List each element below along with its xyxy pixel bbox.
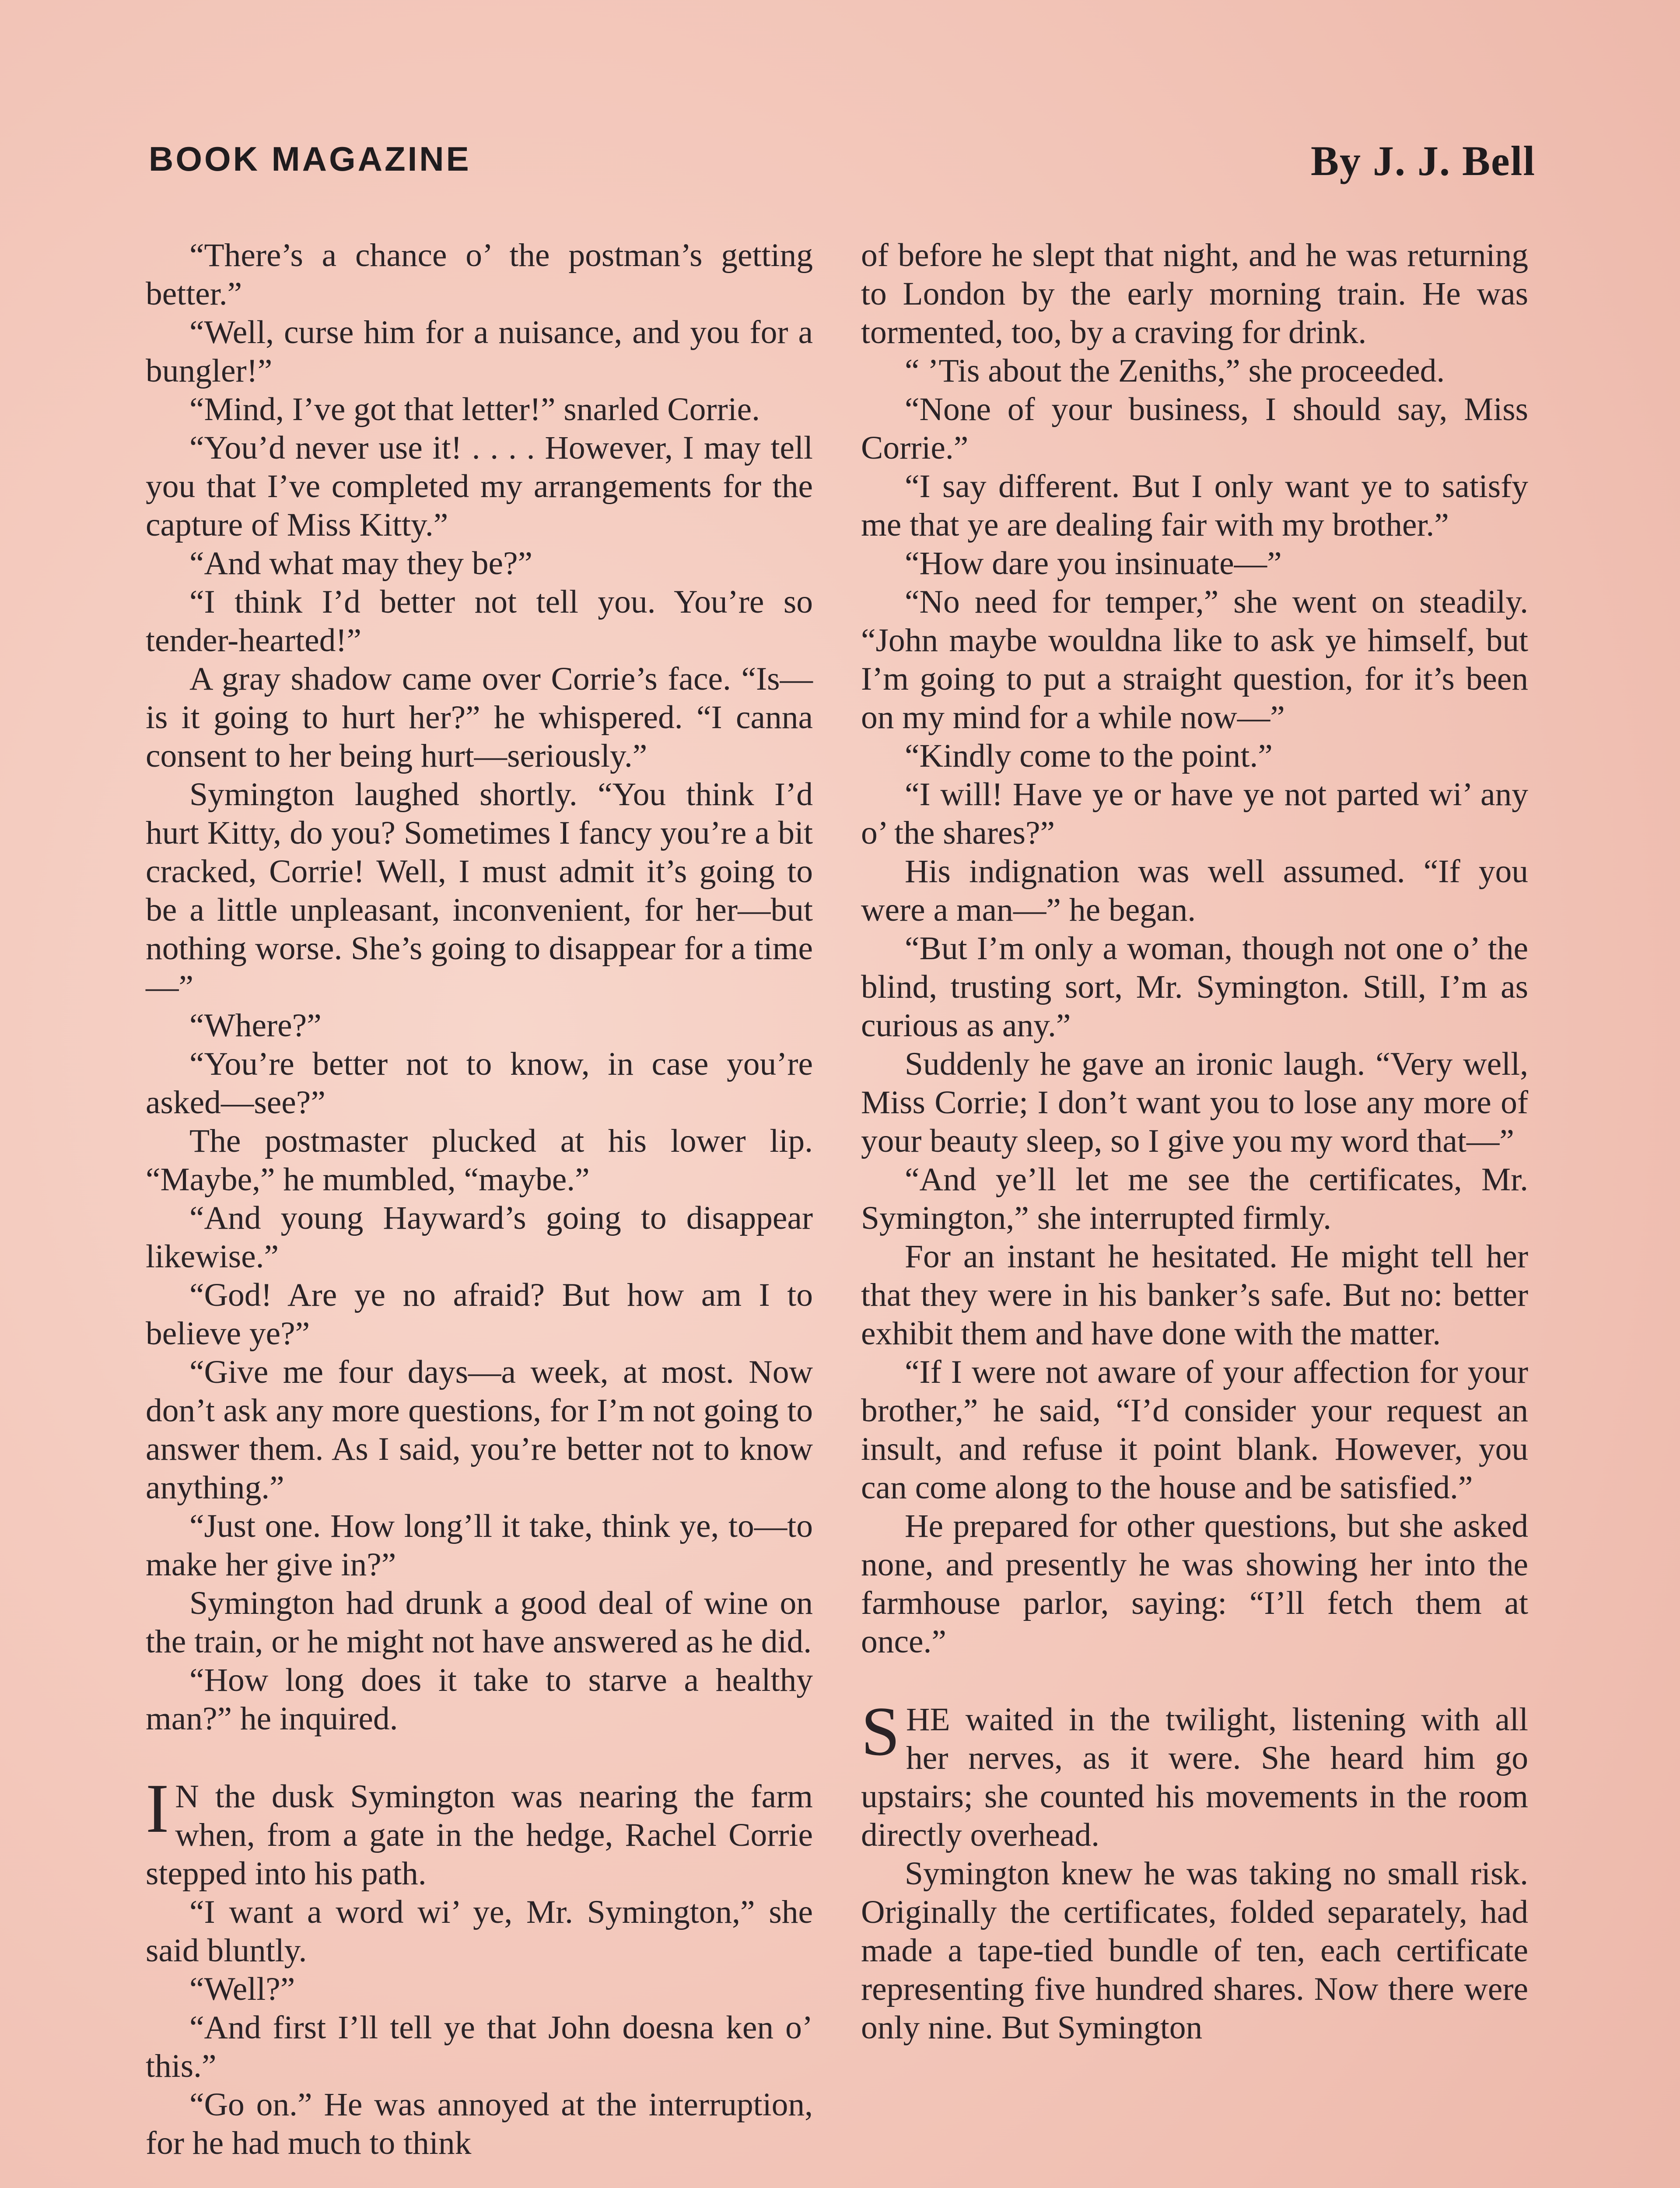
continued-paragraph: of before he slept that night, and he was returning to London by the early morning train. He was tormented, too, by a craving for drink. (861, 237, 1528, 351)
paragraph: “Kindly come to the point.” (905, 738, 1273, 774)
section-opening-text: N the dusk Symington was nearing the farm when, from a gate in the hedge, Rachel Corrie stepped into his path. (146, 1778, 813, 1892)
paragraph: Symington knew he was taking no small risk. Originally the certificates, folded separately, had made a tape-tied bundle of ten, each certificate representing five hundred shares. Now there were only nine. But Symington (861, 1855, 1528, 2046)
paragraph: Suddenly he gave an ironic laugh. “Very well, Miss Corrie; I don’t want you to lose any more of your beauty sleep, so I give you my word that—” (861, 1046, 1528, 1159)
paragraph: “And what may they be?” (189, 545, 533, 582)
author-byline: By J. J. Bell (1310, 137, 1536, 184)
section-opening-text: HE waited in the twilight, listening with all her nerves, as it were. She heard him go upstairs; she counted his movements in the room directly overhead. (861, 1701, 1528, 1853)
paragraph: The postmaster plucked at his lower lip. “Maybe,” he mumbled, “maybe.” (146, 1123, 813, 1198)
drop-cap: I (146, 1769, 169, 1847)
section-break (861, 1661, 1528, 1701)
paragraph: He prepared for other questions, but she asked none, and presently he was showing her into the farmhouse parlor, saying: “I’ll fetch them at once.” (861, 1508, 1528, 1660)
paragraph: “How dare you insinuate—” (905, 545, 1282, 582)
paragraph: “ ’Tis about the Zeniths,” she proceeded. (905, 353, 1445, 389)
paragraph: “God! Are ye no afraid? But how am I to believe ye?” (146, 1277, 813, 1352)
paragraph: Symington had drunk a good deal of wine on the train, or he might not have answered as he did. (146, 1585, 813, 1660)
paragraph: “And first I’ll tell ye that John doesna ken o’ this.” (146, 2009, 813, 2084)
paragraph: “I will! Have ye or have ye not parted wi’ any o’ the shares?” (861, 776, 1528, 851)
paragraph: “And ye’ll let me see the certificates, Mr. Symington,” she interrupted firmly. (861, 1161, 1528, 1236)
paragraph: “There’s a chance o’ the postman’s getting better.” (146, 237, 813, 312)
left-column (146, 236, 813, 2163)
paragraph: “Mind, I’ve got that letter!” snarled Corrie. (189, 391, 760, 428)
paragraph: “How long does it take to starve a healthy man?” he inquired. (146, 1662, 813, 1737)
paragraph: A gray shadow came over Corrie’s face. “Is—is it going to hurt her?” he whispered. “I canna consent to her being hurt—seriously.” (146, 661, 813, 774)
paragraph: “Go on.” He was annoyed at the interruption, for he had much to think (146, 2086, 813, 2161)
section-break (146, 1738, 813, 1778)
magazine-title: BOOK MAGAZINE (149, 140, 471, 178)
paragraph: “But I’m only a woman, though not one o’ the blind, trusting sort, Mr. Symington. Still, I’m as curious as any.” (861, 930, 1528, 1044)
page-header (149, 139, 1536, 192)
section-opening-paragraph (146, 1769, 813, 1893)
section-opening-paragraph (861, 1692, 1528, 1855)
paragraph: “Well, curse him for a nuisance, and you for a bungler!” (146, 314, 813, 389)
paragraph: “I think I’d better not tell you. You’re so tender-hearted!” (146, 584, 813, 659)
paragraph: For an instant he hesitated. He might tell her that they were in his banker’s safe. But no: better exhibit them and have done with the matter. (861, 1238, 1528, 1352)
paragraph: “Just one. How long’ll it take, think ye, to—to make her give in?” (146, 1508, 813, 1583)
paragraph: “If I were not aware of your affection for your brother,” he said, “I’d consider your request an insult, and refuse it point blank. However, you can come along to the house and be satisfied.” (861, 1354, 1528, 1506)
paragraph: “I say different. But I only want ye to satisfy me that ye are dealing fair with my brother.” (861, 468, 1528, 543)
paragraph: “And young Hayward’s going to disappear likewise.” (146, 1200, 813, 1275)
paragraph: “Well?” (189, 1971, 295, 2007)
paragraph: “I want a word wi’ ye, Mr. Symington,” she said bluntly. (146, 1894, 813, 1969)
paragraph: Symington laughed shortly. “You think I’d hurt Kitty, do you? Sometimes I fancy you’re a bit cracked, Corrie! Well, I must admit it’s going to be a little unpleasant, inconvenient, for her—but nothing worse. She’s going to disappear for a time—” (146, 776, 813, 1005)
paragraph: “You’re better not to know, in case you’re asked—see?” (146, 1046, 813, 1121)
right-column (861, 236, 1528, 2047)
paragraph: “Give me four days—a week, at most. Now don’t ask any more questions, for I’m not going to answer them. As I said, you’re better not to know anything.” (146, 1354, 813, 1506)
paragraph: “Where?” (189, 1007, 322, 1044)
paragraph: “You’d never use it! . . . . However, I may tell you that I’ve completed my arrangements for the capture of Miss Kitty.” (146, 430, 813, 543)
drop-cap: S (861, 1692, 900, 1770)
paragraph: “None of your business, I should say, Miss Corrie.” (861, 391, 1528, 466)
paragraph: His indignation was well assumed. “If you were a man—” he began. (861, 853, 1528, 928)
paragraph: “No need for temper,” she went on steadily. “John maybe wouldna like to ask ye himself, but I’m going to put a straight question, for it’s been on my mind for a while now—” (861, 584, 1528, 736)
